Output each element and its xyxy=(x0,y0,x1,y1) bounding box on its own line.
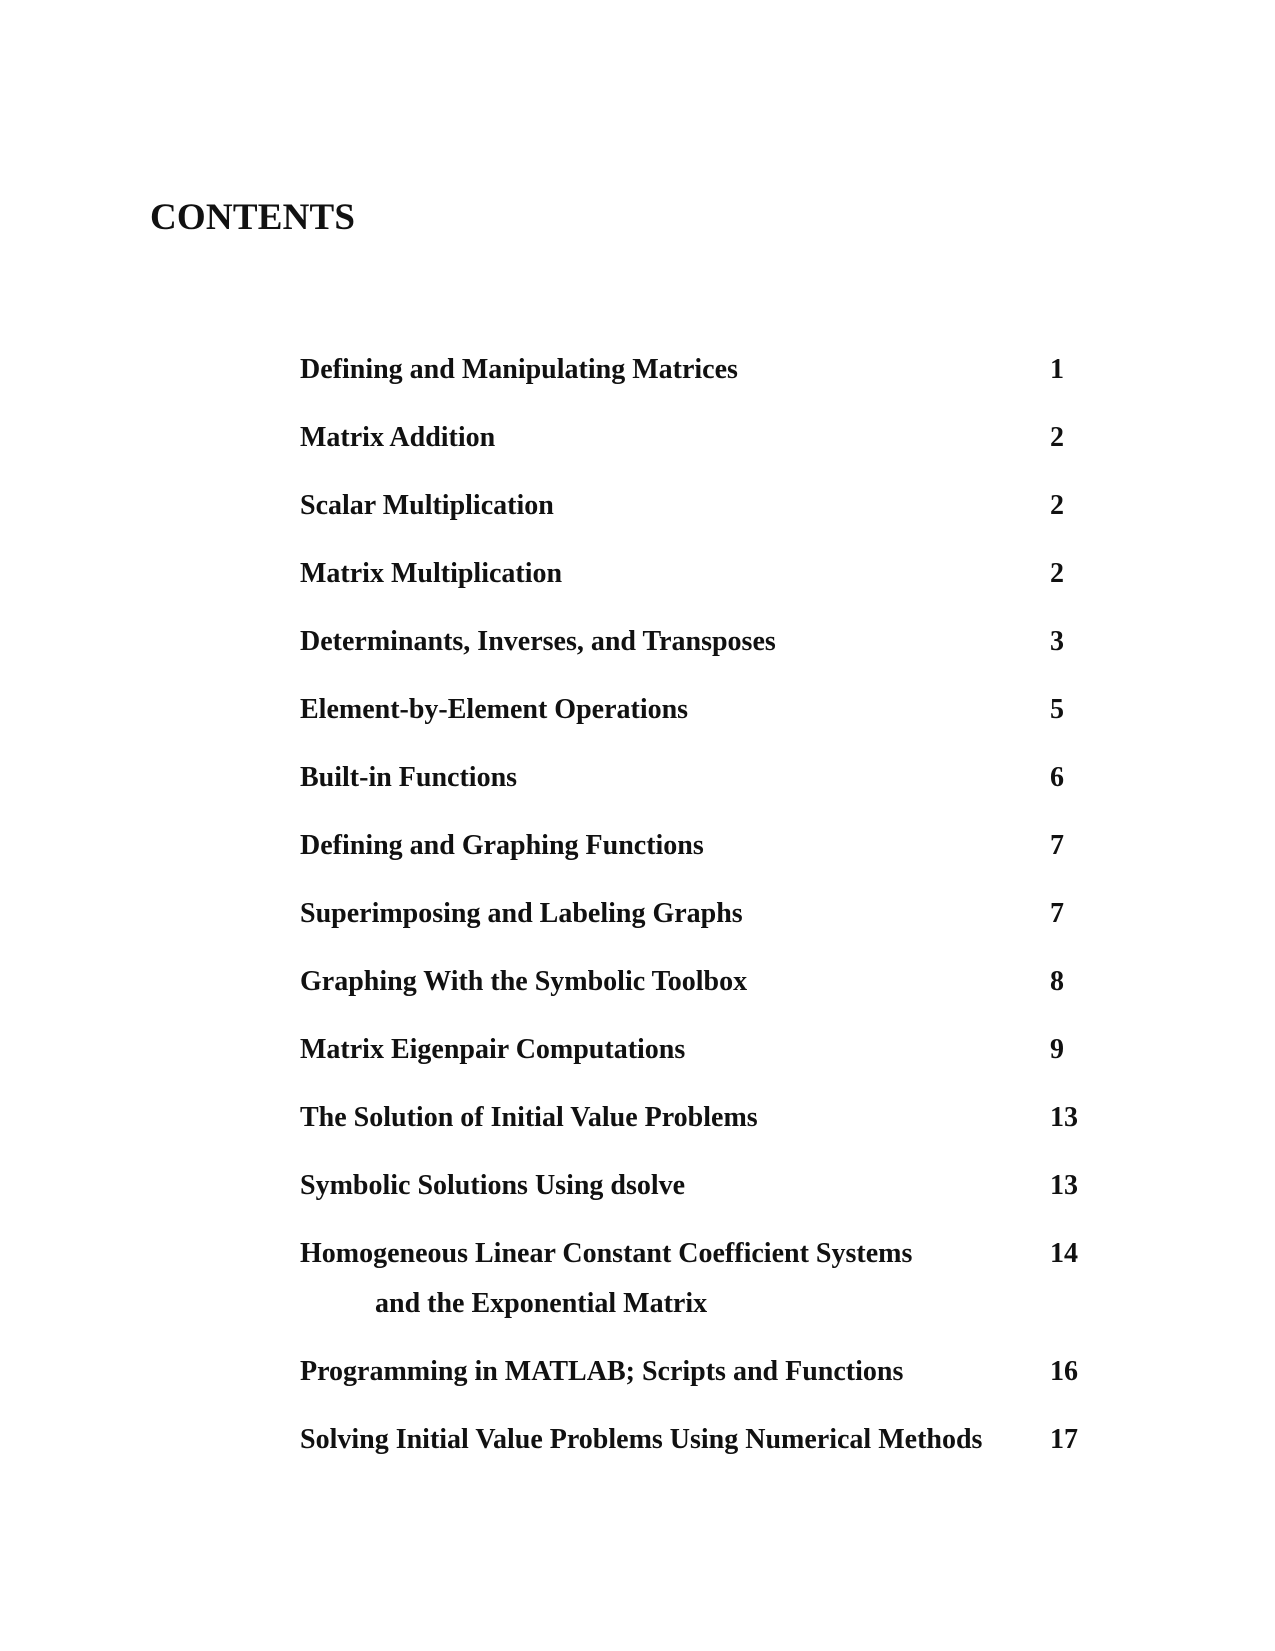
toc-entry xyxy=(300,354,1100,386)
toc-entry-page-number: 2 xyxy=(1050,558,1064,589)
toc-entry-title xyxy=(300,694,1020,726)
toc-entry-title xyxy=(300,762,1020,794)
toc-entry-title-line: Programming in MATLAB; Scripts and Functions xyxy=(300,1356,904,1387)
toc-entry-page-number: 16 xyxy=(1050,1356,1078,1387)
toc-entry-title xyxy=(300,422,1020,454)
table-of-contents xyxy=(300,354,1100,1492)
toc-entry xyxy=(300,626,1100,658)
toc-entry-title-line: The Solution of Initial Value Problems xyxy=(300,1102,758,1133)
toc-entry xyxy=(300,1170,1100,1202)
toc-entry-page-number: 8 xyxy=(1050,966,1064,997)
toc-entry-title xyxy=(300,1424,1020,1456)
toc-entry-page-number: 14 xyxy=(1050,1238,1078,1269)
toc-entry xyxy=(300,1424,1100,1456)
toc-entry-page-number: 7 xyxy=(1050,898,1064,929)
toc-entry-title-line: Solving Initial Value Problems Using Numerical Methods xyxy=(300,1424,983,1455)
toc-entry-title xyxy=(300,1238,1020,1320)
toc-entry xyxy=(300,694,1100,726)
toc-entry-title xyxy=(300,1102,1020,1134)
toc-entry xyxy=(300,1356,1100,1388)
toc-entry-page-number: 1 xyxy=(1050,354,1064,385)
toc-entry-title-line: Matrix Addition xyxy=(300,422,496,453)
toc-entry-title xyxy=(300,490,1020,522)
toc-entry xyxy=(300,966,1100,998)
toc-entry-title-line: Element-by-Element Operations xyxy=(300,694,689,725)
toc-entry-title-line: Homogeneous Linear Constant Coefficient Systems xyxy=(300,1238,913,1269)
toc-entry xyxy=(300,830,1100,862)
toc-entry xyxy=(300,422,1100,454)
toc-entry-title-line: Built-in Functions xyxy=(300,762,518,793)
toc-entry xyxy=(300,762,1100,794)
toc-entry-title-line: Determinants, Inverses, and Transposes xyxy=(300,626,776,657)
toc-entry-page-number: 5 xyxy=(1050,694,1064,725)
toc-entry xyxy=(300,1034,1100,1066)
toc-entry xyxy=(300,490,1100,522)
toc-entry xyxy=(300,1238,1100,1320)
toc-entry-title xyxy=(300,626,1020,658)
toc-entry-page-number: 2 xyxy=(1050,490,1064,521)
toc-entry-title xyxy=(300,1356,1020,1388)
toc-entry-title xyxy=(300,558,1020,590)
toc-entry-title xyxy=(300,354,1020,386)
toc-entry-title-continuation: and the Exponential Matrix xyxy=(375,1288,708,1319)
toc-entry-title-line: Defining and Graphing Functions xyxy=(300,830,704,861)
toc-entry-title xyxy=(300,830,1020,862)
toc-entry-page-number: 6 xyxy=(1050,762,1064,793)
toc-entry-page-number: 13 xyxy=(1050,1170,1078,1201)
toc-entry-title-line: Matrix Multiplication xyxy=(300,558,563,589)
toc-entry-title-line: Defining and Manipulating Matrices xyxy=(300,354,738,385)
toc-entry-title-line: Scalar Multiplication xyxy=(300,490,554,521)
page-title: CONTENTS xyxy=(150,197,356,238)
toc-entry-page-number: 2 xyxy=(1050,422,1064,453)
toc-entry-title-line: Graphing With the Symbolic Toolbox xyxy=(300,966,748,997)
toc-entry-title xyxy=(300,966,1020,998)
toc-entry-title xyxy=(300,898,1020,930)
toc-entry-title-line: Matrix Eigenpair Computations xyxy=(300,1034,686,1065)
toc-entry-page-number: 9 xyxy=(1050,1034,1064,1065)
toc-entry xyxy=(300,558,1100,590)
toc-entry-title xyxy=(300,1170,1020,1202)
toc-entry-page-number: 7 xyxy=(1050,830,1064,861)
toc-entry-title-line: Superimposing and Labeling Graphs xyxy=(300,898,743,929)
toc-entry-title xyxy=(300,1034,1020,1066)
toc-entry-page-number: 13 xyxy=(1050,1102,1078,1133)
toc-entry-page-number: 3 xyxy=(1050,626,1064,657)
toc-entry xyxy=(300,1102,1100,1134)
toc-entry xyxy=(300,898,1100,930)
toc-entry-page-number: 17 xyxy=(1050,1424,1078,1455)
toc-entry-title-line: Symbolic Solutions Using dsolve xyxy=(300,1170,686,1201)
